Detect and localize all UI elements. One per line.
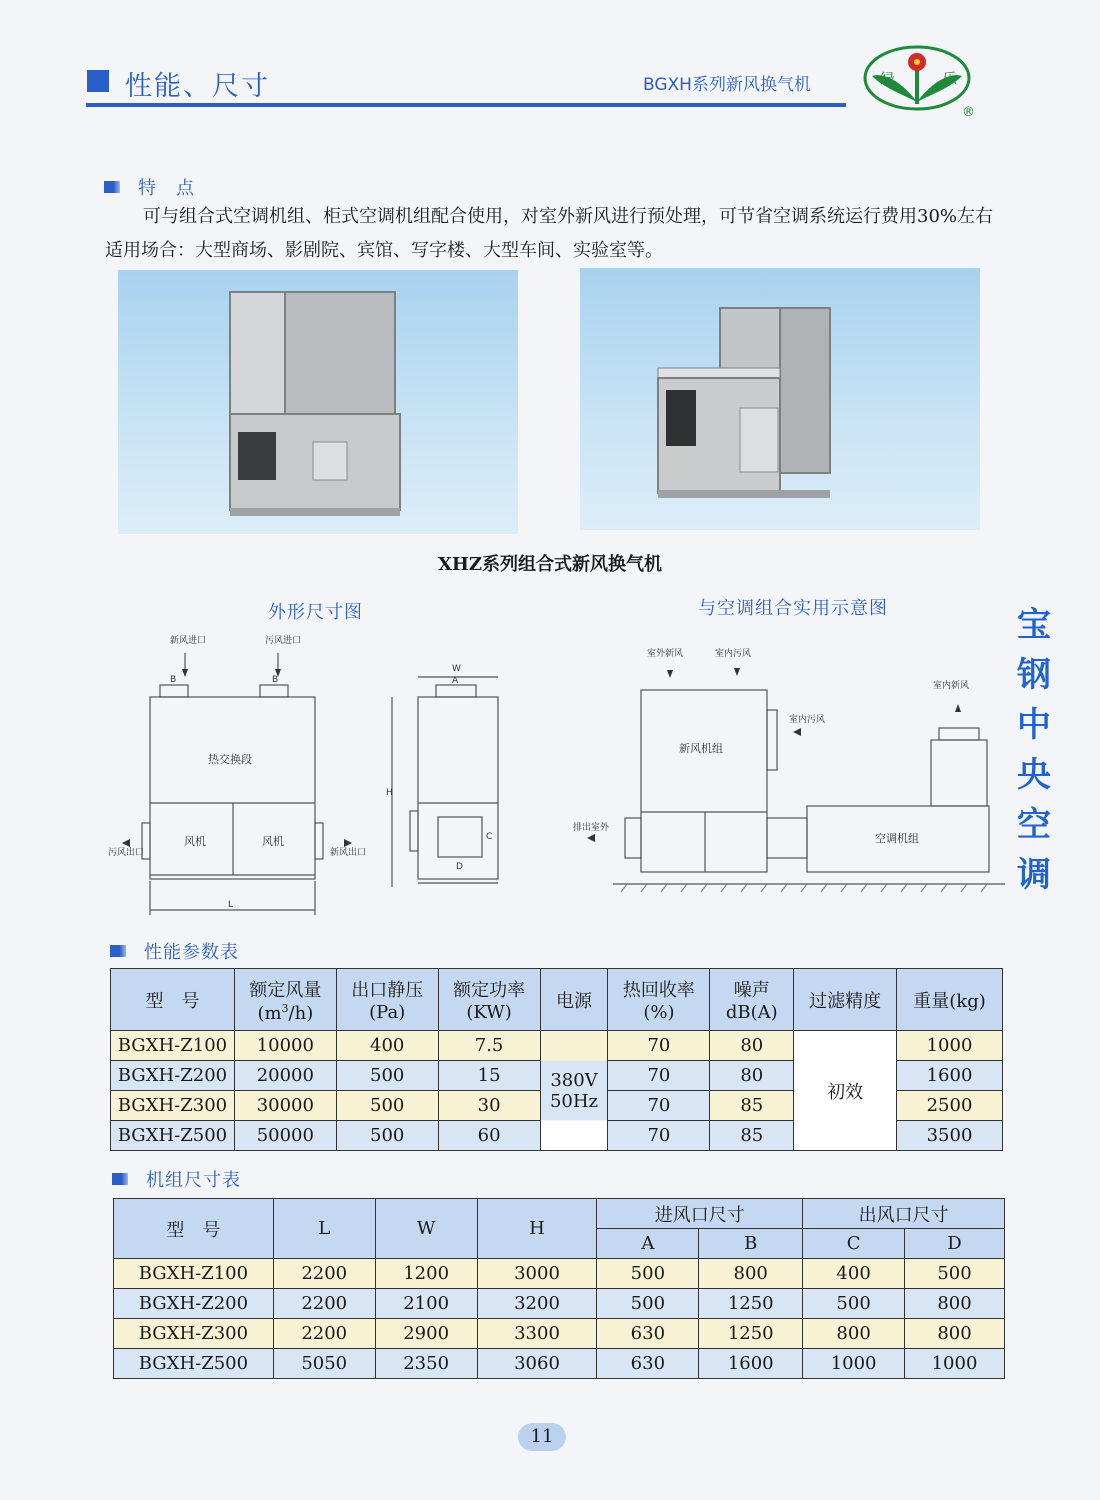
cell-h: 3060 (477, 1349, 597, 1379)
cell-w: 2100 (375, 1289, 477, 1319)
cell-w: 1200 (375, 1259, 477, 1289)
combo-diagram-title: 与空调组合实用示意图 (698, 598, 888, 619)
features-bullet-icon (104, 181, 120, 193)
perf-bullet-icon (110, 945, 126, 957)
dim-label-w: W (452, 664, 461, 674)
cell-model: BGXH-Z500 (111, 1121, 235, 1151)
table-row (114, 1349, 1005, 1379)
perf-header-power: 额定功率 (KW) (438, 969, 540, 1031)
cell-w: 2900 (375, 1319, 477, 1349)
label-fan-1: 风机 (184, 835, 206, 848)
label-indoor-fresh: 室内新风 (933, 681, 970, 691)
side-char: 钢 (1017, 655, 1051, 695)
label-dirty-in: 污风进口 (265, 636, 302, 646)
label-dirty-out: 污风出口 (108, 848, 145, 858)
cell-d: 800 (905, 1319, 1005, 1349)
cell-power: 60 (438, 1121, 540, 1151)
cell-supply: 380V 50Hz (540, 1031, 608, 1151)
cell-power: 7.5 (438, 1031, 540, 1061)
cell-airflow: 50000 (234, 1121, 336, 1151)
features-heading: 特 点 (138, 178, 195, 199)
dims-header-b: B (699, 1229, 803, 1259)
side-char: 央 (1017, 755, 1051, 795)
cell-airflow: 10000 (234, 1031, 336, 1061)
perf-header-model: 型 号 (111, 969, 235, 1031)
cell-c: 1000 (803, 1349, 905, 1379)
dims-header-model: 型 号 (114, 1199, 274, 1259)
outline-dimension-diagram (100, 625, 510, 925)
cell-b: 1250 (699, 1319, 803, 1349)
cell-h: 3200 (477, 1289, 597, 1319)
cell-airflow: 20000 (234, 1061, 336, 1091)
cell-c: 800 (803, 1319, 905, 1349)
cell-h: 3300 (477, 1319, 597, 1349)
label-indoor-dirty-side: 室内污风 (789, 715, 826, 725)
side-char: 宝 (1017, 605, 1051, 645)
perf-header-supply: 电源 (540, 969, 608, 1031)
cell-l: 2200 (273, 1289, 375, 1319)
label-heat-section: 热交换段 (208, 753, 252, 766)
dims-header-d: D (905, 1229, 1005, 1259)
label-outdoor-fresh: 室外新风 (647, 649, 684, 659)
combo-usage-diagram (565, 640, 1010, 900)
label-indoor-dirty-top: 室内污风 (715, 649, 752, 659)
page-number: 11 (518, 1423, 566, 1451)
cell-recovery: 70 (608, 1031, 710, 1061)
dim-label-d: D (456, 862, 463, 872)
cell-c: 400 (803, 1259, 905, 1289)
cell-l: 5050 (273, 1349, 375, 1379)
cell-recovery: 70 (608, 1121, 710, 1151)
cell-model: BGXH-Z100 (114, 1259, 274, 1289)
label-fan-2: 风机 (262, 835, 284, 848)
features-text: 可与组合式空调机组、柜式空调机组配合使用，对室外新风进行预处理，可节省空调系统运行费用30%左右适用场合：大型商场、影剧院、宾馆、写字楼、大型车间、实验室等。 (105, 206, 994, 261)
side-char: 调 (1017, 855, 1051, 895)
cell-recovery: 70 (608, 1061, 710, 1091)
cell-a: 630 (597, 1349, 699, 1379)
perf-header-filter: 过滤精度 (794, 969, 897, 1031)
cell-d: 800 (905, 1289, 1005, 1319)
dims-header-a: A (597, 1229, 699, 1259)
label-fresh-in: 新风进口 (170, 636, 207, 646)
logo-char-right: 乐 (942, 70, 958, 88)
table-row (114, 1319, 1005, 1349)
dims-header-inlet: 进风口尺寸 (597, 1199, 803, 1229)
cell-w: 2350 (375, 1349, 477, 1379)
cell-power: 15 (438, 1061, 540, 1091)
page-title: 性能、尺寸 (125, 71, 270, 102)
brand-logo (862, 42, 977, 120)
header-rule (86, 103, 846, 107)
header-square-icon (87, 70, 109, 92)
dim-label-b2: B (272, 675, 279, 685)
dims-header-h: H (477, 1199, 597, 1259)
dim-label-c: C (486, 832, 493, 842)
cell-weight: 1600 (897, 1061, 1003, 1091)
cell-c: 500 (803, 1289, 905, 1319)
cell-weight: 2500 (897, 1091, 1003, 1121)
cell-a: 630 (597, 1319, 699, 1349)
cell-noise: 85 (710, 1091, 794, 1121)
cell-noise: 85 (710, 1121, 794, 1151)
logo-char-left: 绿 (880, 70, 896, 88)
cell-model: BGXH-Z200 (111, 1061, 235, 1091)
perf-header-noise: 噪声 dB(A) (710, 969, 794, 1031)
dims-header-w: W (375, 1199, 477, 1259)
dimensions-table (113, 1198, 1005, 1379)
cell-airflow: 30000 (234, 1091, 336, 1121)
photo-caption: XHZ系列组合式新风换气机 (437, 554, 663, 575)
cell-b: 800 (699, 1259, 803, 1289)
registered-mark: ® (962, 105, 975, 120)
dims-header-c: C (803, 1229, 905, 1259)
outline-diagram-title: 外形尺寸图 (268, 602, 363, 623)
dim-label-b1: B (170, 675, 177, 685)
side-brand-text (1012, 600, 1056, 900)
label-ac-unit: 空调机组 (875, 832, 919, 845)
product-photo-right (580, 268, 980, 530)
performance-table (110, 968, 1003, 1151)
cell-weight: 1000 (897, 1031, 1003, 1061)
cell-filter: 初效 (794, 1031, 897, 1151)
cell-model: BGXH-Z100 (111, 1031, 235, 1061)
cell-l: 2200 (273, 1319, 375, 1349)
cell-recovery: 70 (608, 1091, 710, 1121)
cell-pressure: 500 (336, 1121, 438, 1151)
cell-b: 1250 (699, 1289, 803, 1319)
perf-header-weight: 重量(kg) (897, 969, 1003, 1031)
label-fresh-out: 新风出口 (330, 848, 367, 858)
cell-b: 1600 (699, 1349, 803, 1379)
cell-weight: 3500 (897, 1121, 1003, 1151)
cell-a: 500 (597, 1289, 699, 1319)
dims-heading: 机组尺寸表 (146, 1170, 241, 1191)
cell-model: BGXH-Z200 (114, 1289, 274, 1319)
cell-h: 3000 (477, 1259, 597, 1289)
perf-header-airflow: 额定风量 $(m^3/h)$ (234, 969, 336, 1031)
table-row (114, 1259, 1005, 1289)
perf-header-pressure: 出口静压 (Pa) (336, 969, 438, 1031)
side-char: 空 (1017, 805, 1051, 845)
cell-noise: 80 (710, 1031, 794, 1061)
cell-l: 2200 (273, 1259, 375, 1289)
dims-bullet-icon (112, 1173, 128, 1185)
dims-header-outlet: 出风口尺寸 (803, 1199, 1005, 1229)
cell-pressure: 400 (336, 1031, 438, 1061)
dims-header-l: L (273, 1199, 375, 1259)
cell-noise: 80 (710, 1061, 794, 1091)
dim-label-l: L (228, 900, 234, 910)
table-row (114, 1289, 1005, 1319)
product-photo-left (118, 270, 518, 534)
label-fresh-unit: 新风机组 (679, 742, 723, 755)
cell-pressure: 500 (336, 1061, 438, 1091)
label-exhaust-out: 排出室外 (573, 823, 610, 833)
table-row (111, 1031, 1003, 1061)
cell-d: 1000 (905, 1349, 1005, 1379)
cell-pressure: 500 (336, 1091, 438, 1121)
perf-heading: 性能参数表 (144, 942, 239, 963)
series-title: BGXH系列新风换气机 (643, 75, 811, 95)
side-char: 中 (1017, 705, 1051, 745)
cell-d: 500 (905, 1259, 1005, 1289)
cell-model: BGXH-Z500 (114, 1349, 274, 1379)
cell-power: 30 (438, 1091, 540, 1121)
cell-model: BGXH-Z300 (111, 1091, 235, 1121)
dim-label-a: A (452, 676, 459, 686)
perf-header-recovery: 热回收率 (%) (608, 969, 710, 1031)
cell-model: BGXH-Z300 (114, 1319, 274, 1349)
cell-a: 500 (597, 1259, 699, 1289)
dim-label-h: H (386, 788, 393, 798)
